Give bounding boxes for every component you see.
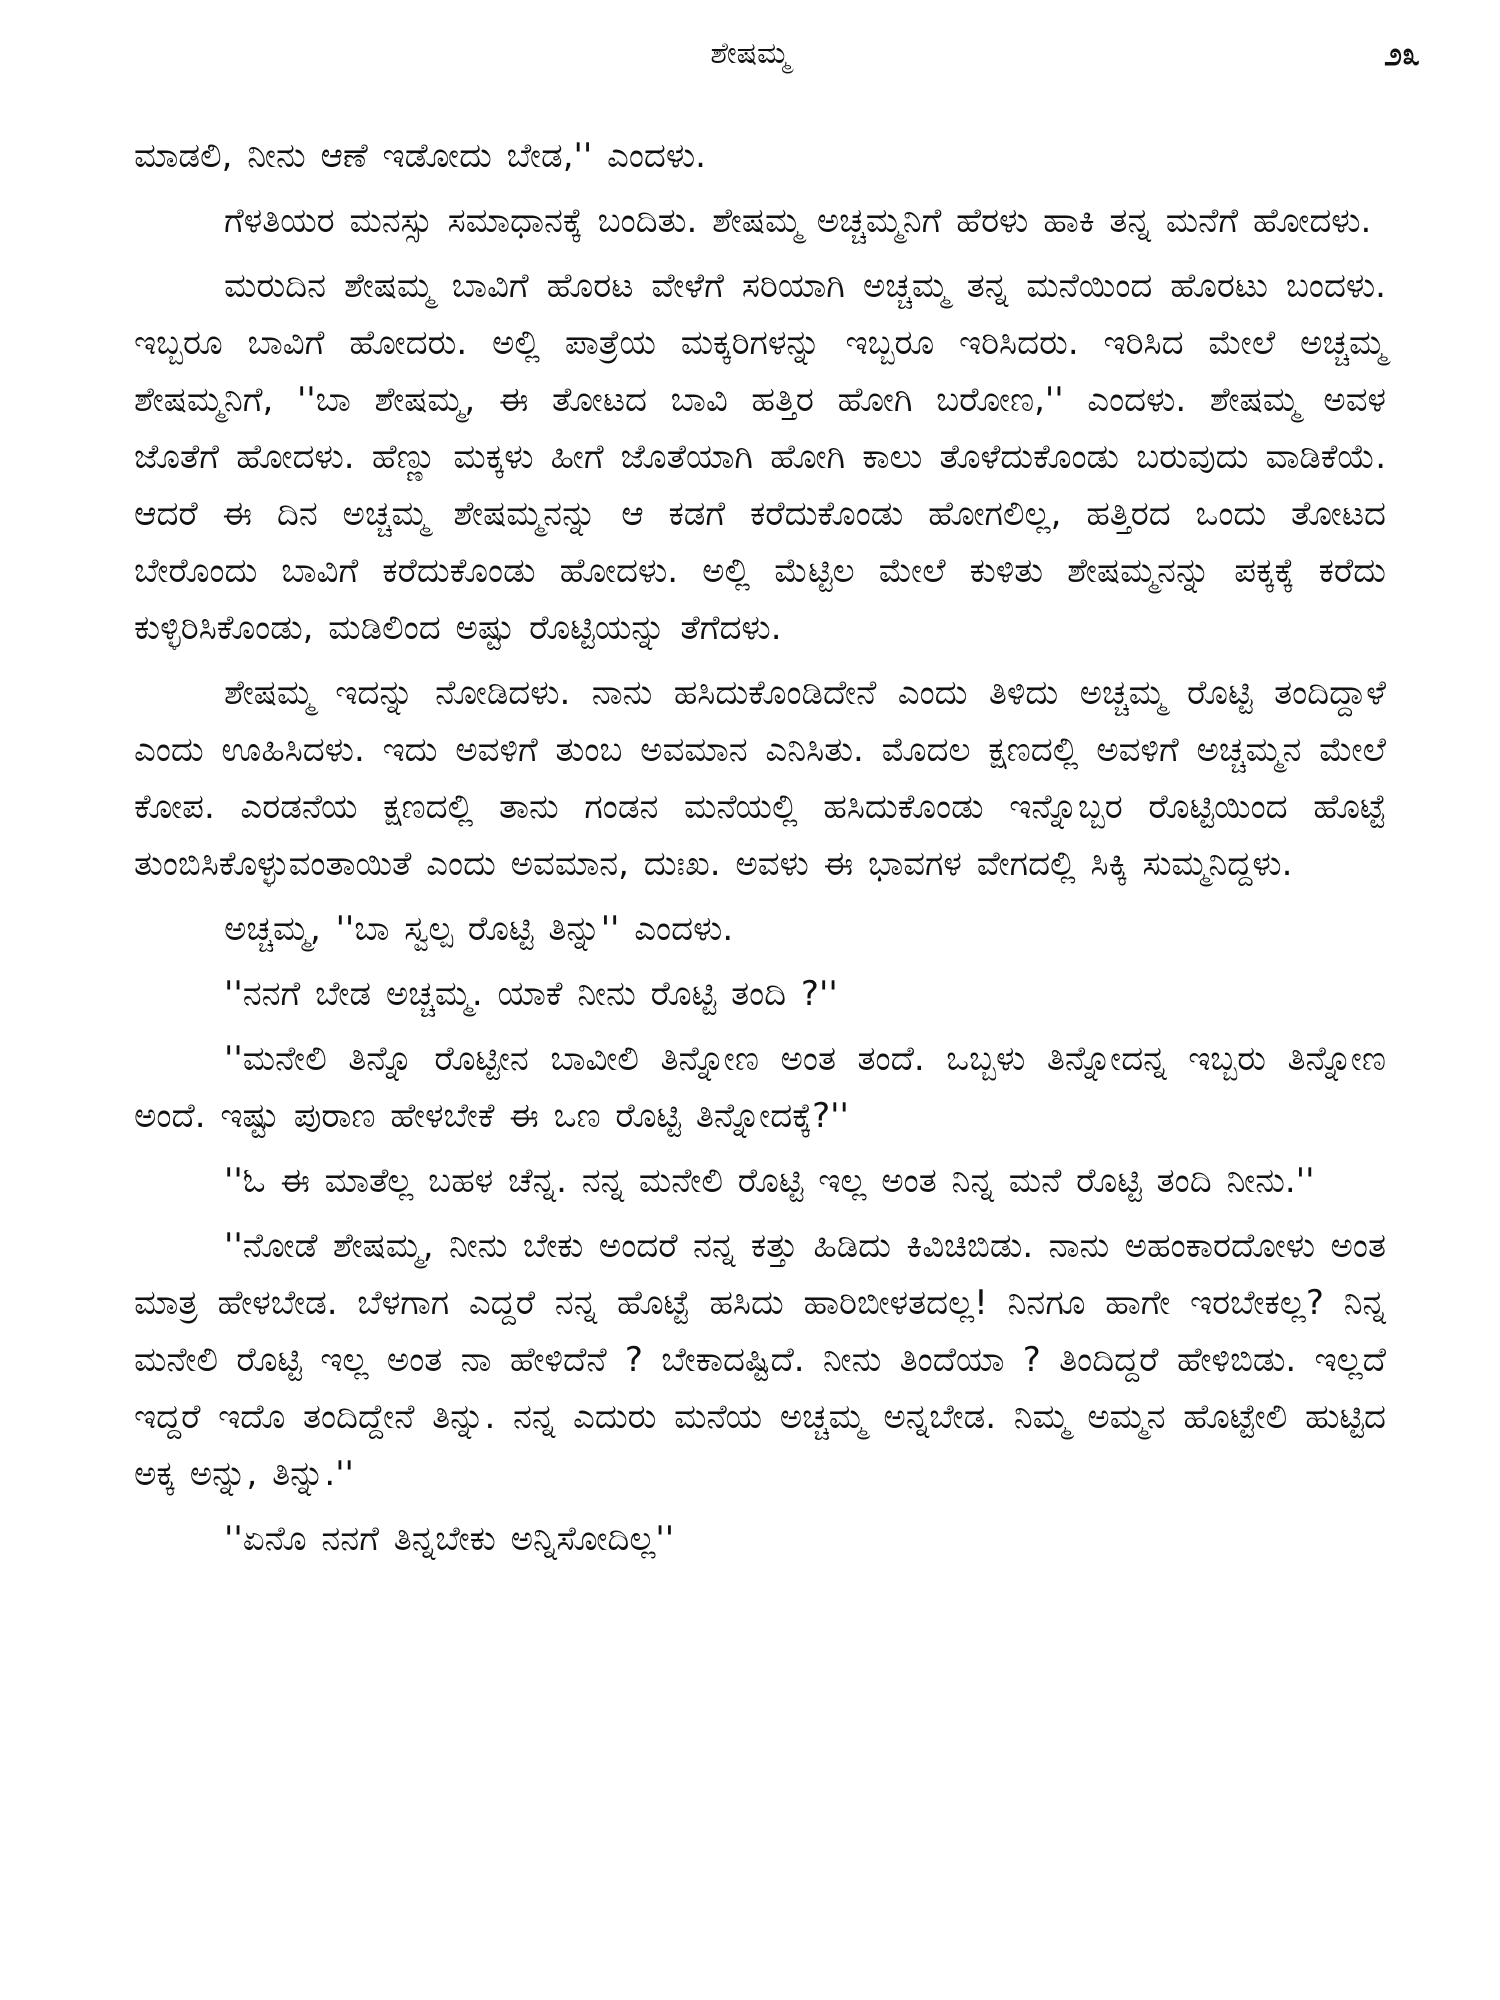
paragraph: ''ಏನೊ ನನಗೆ ತಿನ್ನಬೇಕು ಅನ್ನಿಸೋದಿಲ್ಲ'' [224,1519,675,1559]
page-header [0,34,1500,74]
paragraph: ''ಮನೇಲಿ ತಿನ್ನೊ ರೊಟ್ಟೀನ ಬಾವೀಲಿ ತಿನ್ನೋಣ ಅಂತ ತಂದೆ. ಒಬ್ಬಳು ತಿನ್ನೋದನ್ನ ಇಬ್ಬರು ತಿನ್ನೋಣ ಅಂದೆ. ಇಷ್ಟು ಪುರಾಣ ಹೇಳಬೇಕೆ ಈ ಒಣ ರೊಟ್ಟಿ ತಿನ್ನೋದಕ್ಕೆ?'' [134,1039,1386,1136]
paragraph: ಮಾಡಲಿ, ನೀನು ಆಣೆ ಇಡೋದು ಬೇಡ,'' ಎಂದಳು. [134,136,706,176]
page-number: ೨೩ [1384,35,1420,73]
paragraph: ಗೆಳತಿಯರ ಮನಸ್ಸು ಸಮಾಧಾನಕ್ಕೆ ಬಂದಿತು. ಶೇಷಮ್ಮ ಅಚ್ಚಮ್ಮನಿಗೆ ಹೆರಳು ಹಾಕಿ ತನ್ನ ಮನೆಗೆ ಹೋದಳು. [224,201,1372,241]
paragraph: ಮರುದಿನ ಶೇಷಮ್ಮ ಬಾವಿಗೆ ಹೊರಟ ವೇಳೆಗೆ ಸರಿಯಾಗಿ ಅಚ್ಚಮ್ಮ ತನ್ನ ಮನೆಯಿಂದ ಹೊರಟು ಬಂದಳು. ಇಬ್ಬರೂ ಬಾವಿಗೆ ಹೋದರು. ಅಲ್ಲಿ ಪಾತ್ರೆಯ ಮಕ್ಕರಿಗಳನ್ನು ಇಬ್ಬರೂ ಇರಿಸಿದರು. ಇರಿಸಿದ ಮೇಲೆ ಅಚ್ಚಮ್ಮ ಶೇಷಮ್ಮನಿಗೆ, ''ಬಾ ಶೇಷಮ್ಮ, ಈ ತೋಟದ ಬಾವಿ ಹತ್ತಿರ ಹೋಗಿ ಬರೋಣ,'' ಎಂದಳು. ಶೇಷಮ್ಮ ಅವಳ ಜೊತೆಗೆ ಹೋದಳು. ಹೆಣ್ಣು ಮಕ್ಕಳು ಹೀಗೆ ಜೊತೆಯಾಗಿ ಹೋಗಿ ಕಾಲು ತೊಳೆದುಕೊಂಡು ಬರುವುದು ವಾಡಿಕೆಯೆ. ಆದರೆ ಈ ದಿನ ಅಚ್ಚಮ್ಮ ಶೇಷಮ್ಮನನ್ನು ಆ ಕಡಗೆ ಕರೆದುಕೊಂಡು ಹೋಗಲಿಲ್ಲ, ಹತ್ತಿರದ ಒಂದು ತೋಟದ ಬೇರೊಂದು ಬಾವಿಗೆ ಕರೆದುಕೊಂಡು ಹೋದಳು. ಅಲ್ಲಿ ಮೆಟ್ಟಿಲ ಮೇಲೆ ಕುಳಿತು ಶೇಷಮ್ಮನನ್ನು ಪಕ್ಕಕ್ಕೆ ಕರೆದು ಕುಳ್ಳಿರಿಸಿಕೊಂಡು, ಮಡಿಲಿಂದ ಅಷ್ಟು ರೊಟ್ಟಿಯನ್ನು ತೆಗೆದಳು. [134,266,1386,648]
paragraph: ''ನೋಡೆ ಶೇಷಮ್ಮ, ನೀನು ಬೇಕು ಅಂದರೆ ನನ್ನ ಕತ್ತು ಹಿಡಿದು ಕಿವಿಚಿಬಿಡು. ನಾನು ಅಹಂಕಾರದೋಳು ಅಂತ ಮಾತ್ರ ಹೇಳಬೇಡ. ಬೆಳಗಾಗ ಎದ್ದರೆ ನನ್ನ ಹೊಟ್ಟೆ ಹಸಿದು ಹಾರಿಬೀಳತದಲ್ಲ! ನಿನಗೂ ಹಾಗೇ ಇರಬೇಕಲ್ಲ? ನಿನ್ನ ಮನೇಲಿ ರೊಟ್ಟಿ ಇಲ್ಲ ಅಂತ ನಾ ಹೇಳಿದೆನೆ ? ಬೇಕಾದಷ್ಟಿದೆ. ನೀನು ತಿಂದೆಯಾ ? ತಿಂದಿದ್ದರೆ ಹೇಳಿಬಿಡು. ಇಲ್ಲದೆ ಇದ್ದರೆ ಇದೊ ತಂದಿದ್ದೇನೆ ತಿನ್ನು. ನನ್ನ ಎದುರು ಮನೆಯ ಅಚ್ಚಮ್ಮ ಅನ್ನಬೇಡ. ನಿಮ್ಮ ಅಮ್ಮನ ಹೊಟ್ಟೇಲಿ ಹುಟ್ಟಿದ ಅಕ್ಕ ಅನ್ನು, ತಿನ್ನು.'' [134,1226,1386,1494]
paragraph: ಶೇಷಮ್ಮ ಇದನ್ನು ನೋಡಿದಳು. ನಾನು ಹಸಿದುಕೊಂಡಿದೇನೆ ಎಂದು ತಿಳಿದು ಅಚ್ಚಮ್ಮ ರೊಟ್ಟಿ ತಂದಿದ್ದಾಳೆ ಎಂದು ಊಹಿಸಿದಳು. ಇದು ಅವಳಿಗೆ ತುಂಬ ಅವಮಾನ ಎನಿಸಿತು. ಮೊದಲ ಕ್ಷಣದಲ್ಲಿ ಅವಳಿಗೆ ಅಚ್ಚಮ್ಮನ ಮೇಲೆ ಕೋಪ. ಎರಡನೆಯ ಕ್ಷಣದಲ್ಲಿ ತಾನು ಗಂಡನ ಮನೆಯಲ್ಲಿ ಹಸಿದುಕೊಂಡು ಇನ್ನೊಬ್ಬರ ರೊಟ್ಟಿಯಿಂದ ಹೊಟ್ಟೆ ತುಂಬಿಸಿಕೊಳ್ಳುವಂತಾಯಿತೆ ಎಂದು ಅವಮಾನ, ದುಃಖ. ಅವಳು ಈ ಭಾವಗಳ ವೇಗದಲ್ಲಿ ಸಿಕ್ಕಿ ಸುಮ್ಮನಿದ್ದಳು. [134,673,1386,884]
body-text [134,128,1386,1576]
running-title: ಶೇಷಮ್ಮ [710,36,790,71]
paragraph: ಅಚ್ಚಮ್ಮ, ''ಬಾ ಸ್ವಲ್ಪ ರೊಟ್ಟಿ ತಿನ್ನು'' ಎಂದಳು. [224,909,734,949]
paragraph: ''ನನಗೆ ಬೇಡ ಅಚ್ಚಮ್ಮ. ಯಾಕೆ ನೀನು ರೊಟ್ಟಿ ತಂದಿ ?'' [224,974,838,1014]
paragraph: ''ಓ ಈ ಮಾತೆಲ್ಲ ಬಹಳ ಚೆನ್ನ. ನನ್ನ ಮನೇಲಿ ರೊಟ್ಟಿ ಇಲ್ಲ ಅಂತ ನಿನ್ನ ಮನೆ ರೊಟ್ಟಿ ತಂದಿ ನೀನು.'' [224,1161,1315,1201]
